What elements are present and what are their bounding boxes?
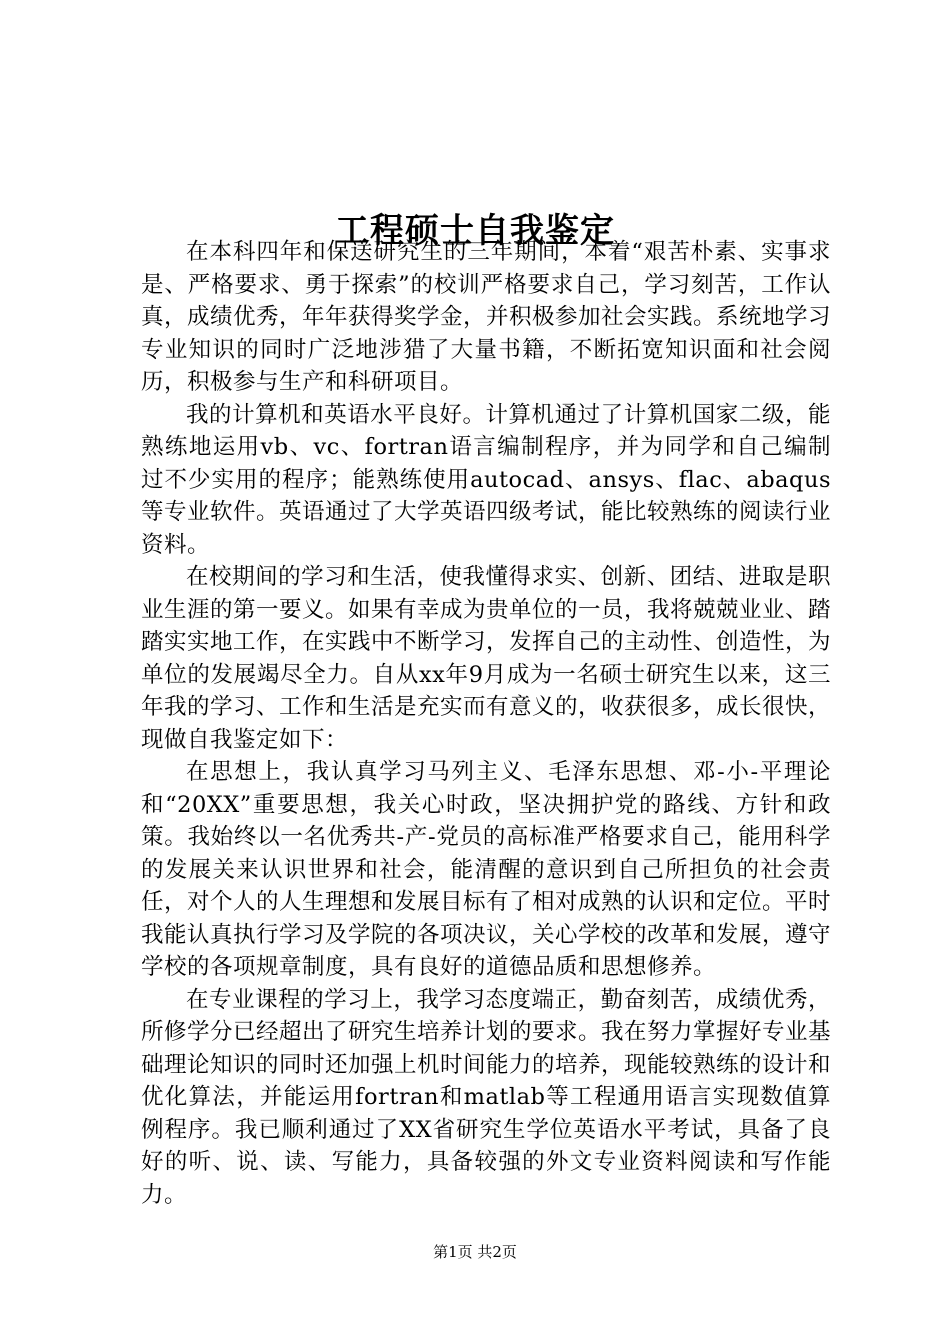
paragraph-2: 我的计算机和英语水平良好。计算机通过了计算机国家二级，能熟练地运用vb、vc、fortran语言编制程序，并为同学和自己编制过不少实用的程序；能熟练使用autocad、ansys、flac、abaqus等专业软件。英语通过了大学英语四级考试，能比较熟练的阅读行业资料。 [141,401,832,558]
paragraph-4: 在思想上，我认真学习马列主义、毛泽东思想、邓-小-平理论和“20XX”重要思想，我关心时政，坚决拥护党的路线、方针和政策。我始终以一名优秀共-产-党员的高标准严格要求自己，能用科学的发展关来认识世界和社会，能清醒的意识到自己所担负的社会责任，对个人的人生理想和发展目标有了相对成熟的认识和定位。平时我能认真执行学习及学院的各项决议，关心学校的改革和发展，遵守学校的各项规章制度，具有良好的道德品质和思想修养。 [141,759,832,980]
document-title: 工程硕士自我鉴定 [335,210,615,251]
page-footer: 第1页 共2页 [433,1243,517,1261]
document-body [141,236,831,1211]
paragraph-1: 在本科四年和保送研究生的三年期间，本着“艰苦朴素、实事求是、严格要求、勇于探索”的校训严格要求自己，学习刻苦，工作认真，成绩优秀，年年获得奖学金，并积极参加社会实践。系统地学习专业知识的同时广泛地涉猎了大量书籍，不断拓宽知识面和社会阅历，积极参与生产和科研项目。 [141,239,832,395]
paragraph-5: 在专业课程的学习上，我学习态度端正，勤奋刻苦，成绩优秀，所修学分已经超出了研究生培养计划的要求。我在努力掌握好专业基础理论知识的同时还加强上机时间能力的培养，现能较熟练的设计和优化算法，并能运用fortran和matlab等工程通用语言实现数值算例程序。我已顺利通过了XX省研究生学位英语水平考试，具备了良好的听、说、读、写能力，具备较强的外文专业资料阅读和写作能力。 [141,986,832,1208]
paragraph-3: 在校期间的学习和生活，使我懂得求实、创新、团结、进取是职业生涯的第一要义。如果有幸成为贵单位的一员，我将兢兢业业、踏踏实实地工作，在实践中不断学习，发挥自己的主动性、创造性，为单位的发展竭尽全力。自从xx年9月成为一名硕士研究生以来，这三年我的学习、工作和生活是充实而有意义的，收获很多，成长很快，现做自我鉴定如下： [141,564,832,753]
